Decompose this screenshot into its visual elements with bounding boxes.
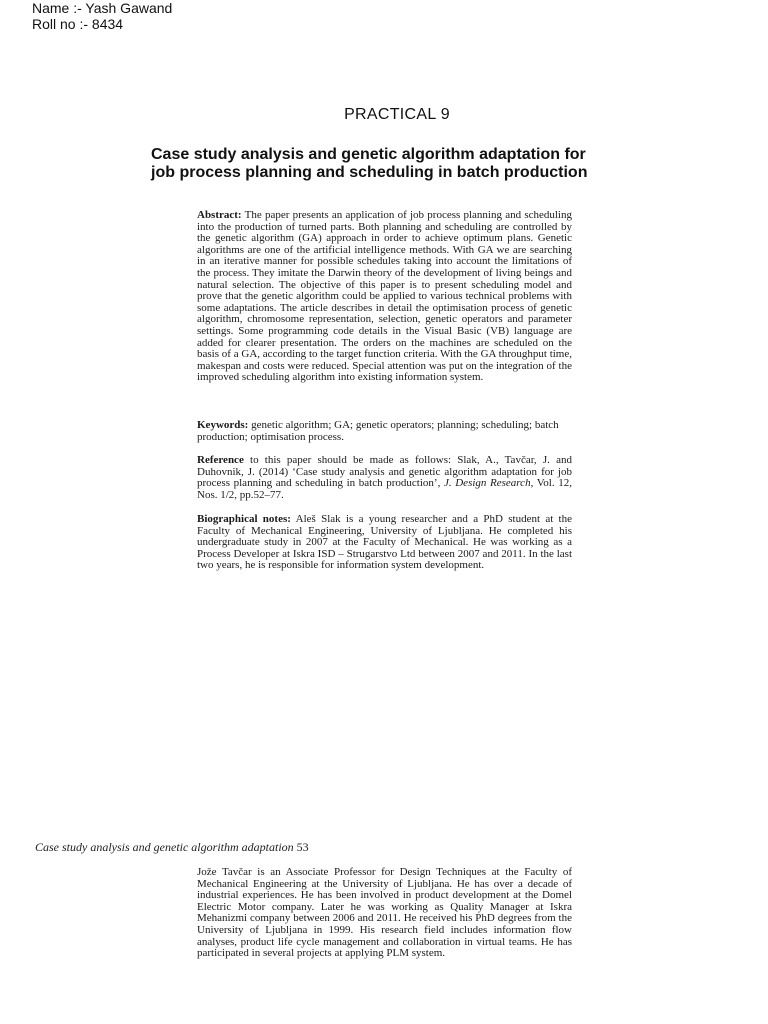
reference-volume: , Vol. 12, Nos. 1/2, pp.52–77.: [197, 477, 572, 501]
page-number: 53: [296, 840, 309, 854]
reference-label: Reference: [197, 454, 244, 466]
reference-journal: J. Design Research: [443, 477, 531, 490]
biographical-notes-paragraph: [197, 514, 572, 572]
bio-text: Aleš Slak is a young researcher and a PhD student at the Faculty of Mechanical Engineering, University of Ljubljana. He completed his undergraduate study in 2007 at the Faculty of Mechanical. He was working as a Process Developer at Iskra ISD – Strugarstvo Ltd between 2007 and 2011. In the last two years, he is responsible for information system development.: [197, 513, 572, 572]
student-roll-number: Roll no :- 8434: [32, 16, 124, 32]
keywords-paragraph: [197, 420, 572, 443]
reference-paragraph: [197, 455, 572, 501]
second-author-bio-paragraph: Jože Tavčar is an Associate Professor for Design Techniques at the Faculty of Mechanical Engineering at the University of Ljubljana. He has over a decade of industrial experiences. He has been involved in product development at the Domel Electric Motor company. Later he was working as Quality Manager at Iskra Mehanizmi company between 2006 and 2011. He received his PhD degrees from the University of Ljubljana in 1999. His research field includes information flow analyses, product life cycle management and collaboration in virtual teams. He has participated in several projects at applying PLM system.: [197, 866, 572, 960]
running-head-title: Case study analysis and genetic algorithm adaptation: [35, 840, 294, 854]
abstract-text: The paper presents an application of job process planning and scheduling into the production of turned parts. Both planning and scheduling are controlled by the genetic algorithm (GA) approach in order to achieve optimum plans. Genetic algorithms are one of the artificial intelligence methods. With GA we are searching in an iterative manner for possible schedules taking into account the limitations of the process. They imitate the Darwin theory of the development of living beings and natural selection. The objective of this paper is to present scheduling model and prove that the genetic algorithm could be applied to various technical problems with some adaptations. The article describes in detail the optimisation process of genetic algorithm, chromosome representation, selection, genetic operators and parameter settings. Some programming code details in the Visual Basic (VB) language are added for clearer presentation. The orders on the machines are scheduled on the basis of a GA, according to the target function criteria. With the GA throughput time, makespan and costs were reduced. Special attention was put on the integration of the improved scheduling algorithm into existing information system.: [197, 209, 572, 384]
abstract-label: Abstract:: [197, 209, 242, 221]
bio-label: Biographical notes:: [197, 513, 291, 525]
practical-heading: PRACTICAL 9: [344, 106, 450, 123]
student-name: Name :- Yash Gawand: [32, 0, 173, 16]
reference-text: to this paper should be made as follows: Slak, A., Tavčar, J. and Duhovnik, J. (2014) ‘Case study analysis and genetic algorithm adaptation for job process planning and scheduling in batch production’,: [197, 454, 572, 490]
running-head: [35, 840, 309, 855]
keywords-text: genetic algorithm; GA; genetic operators; planning; scheduling; batch production; optimisation process.: [197, 419, 559, 443]
paper-title: Case study analysis and genetic algorithm adaptation for job process planning and scheduling in batch production: [151, 146, 588, 181]
keywords-label: Keywords:: [197, 419, 249, 431]
abstract-paragraph: [197, 210, 572, 384]
